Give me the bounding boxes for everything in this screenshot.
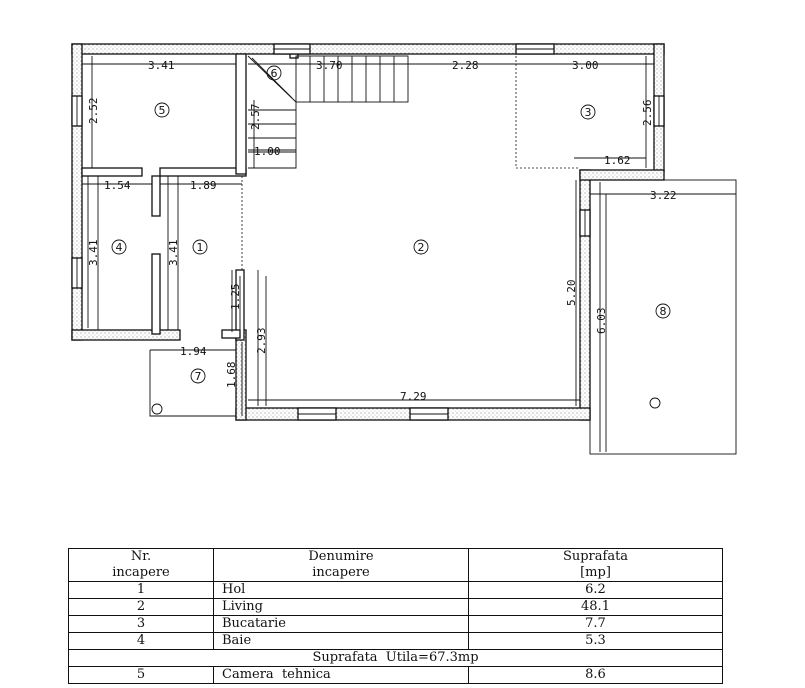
dim-341-hall: 3.41 — [167, 239, 180, 266]
header-nr — [69, 549, 214, 582]
row-area: 6.2 — [469, 582, 723, 599]
dim-256-right: 2.56 — [641, 99, 654, 126]
porch-outline — [150, 350, 236, 416]
room-area-table — [68, 548, 723, 684]
header-area-line1: Suprafata — [562, 549, 629, 564]
table-row — [69, 616, 723, 633]
row-name: Baie — [214, 633, 469, 650]
row-area: 48.1 — [469, 599, 723, 616]
header-name — [214, 549, 469, 582]
drain-mark-terrace — [650, 398, 660, 408]
row-name: Living — [214, 599, 469, 616]
row-name: Bucatarie — [214, 616, 469, 633]
table-row — [69, 599, 723, 616]
room-number-8: 8 — [659, 305, 667, 318]
row-area: 5.3 — [469, 633, 723, 650]
room-number-7: 7 — [194, 370, 202, 383]
room-number-5: 5 — [158, 104, 166, 117]
summary-row — [69, 650, 723, 667]
dim-168: 1.68 — [225, 361, 238, 388]
header-area-line2: [mp] — [580, 565, 611, 580]
dim-341-top: 3.41 — [148, 59, 175, 72]
dim-370-top: 3.70 — [316, 59, 343, 72]
dim-341-bath: 3.41 — [87, 239, 100, 266]
table-row — [69, 667, 723, 684]
room-number-6: 6 — [270, 67, 278, 80]
row-area: 7.7 — [469, 616, 723, 633]
dim-125: 1.25 — [229, 283, 242, 310]
header-area — [469, 549, 723, 582]
header-nr-line2: incapere — [112, 565, 170, 580]
header-nr-line1: Nr. — [130, 549, 152, 564]
dim-520: 5.20 — [565, 279, 578, 306]
row-nr: 2 — [69, 599, 214, 616]
dim-162: 1.62 — [604, 154, 631, 167]
dim-189: 1.89 — [190, 179, 217, 192]
dim-194: 1.94 — [180, 345, 207, 358]
kitchen-boundary — [516, 56, 580, 168]
windows — [72, 44, 664, 420]
dim-300-top: 3.00 — [572, 59, 599, 72]
dim-228-top: 2.28 — [452, 59, 479, 72]
room-number-4: 4 — [115, 241, 123, 254]
dim-154: 1.54 — [104, 179, 131, 192]
usable-area-summary: Suprafata Utila=67.3mp — [69, 650, 723, 667]
dim-293: 2.93 — [255, 327, 268, 354]
dim-322: 3.22 — [650, 189, 677, 202]
dim-252-left: 2.52 — [87, 97, 100, 124]
room-number-1: 1 — [196, 241, 204, 254]
dim-257: 2.57 — [249, 103, 262, 130]
exterior-walls — [72, 44, 664, 420]
row-nr: 4 — [69, 633, 214, 650]
row-area: 8.6 — [469, 667, 723, 684]
table-header-row — [69, 549, 723, 582]
row-name: Camera tehnica — [214, 667, 469, 684]
drain-mark-porch — [152, 404, 162, 414]
row-nr: 1 — [69, 582, 214, 599]
dim-100: 1.00 — [254, 145, 281, 158]
row-nr: 5 — [69, 667, 214, 684]
dim-603: 6.03 — [595, 307, 608, 334]
room-number-2: 2 — [417, 241, 425, 254]
table-row — [69, 633, 723, 650]
row-name: Hol — [214, 582, 469, 599]
dim-729: 7.29 — [400, 390, 427, 403]
header-name-line1: Denumire — [308, 549, 374, 564]
table-row — [69, 582, 723, 599]
room-number-3: 3 — [584, 106, 592, 119]
row-nr: 3 — [69, 616, 214, 633]
header-name-line2: incapere — [312, 565, 370, 580]
